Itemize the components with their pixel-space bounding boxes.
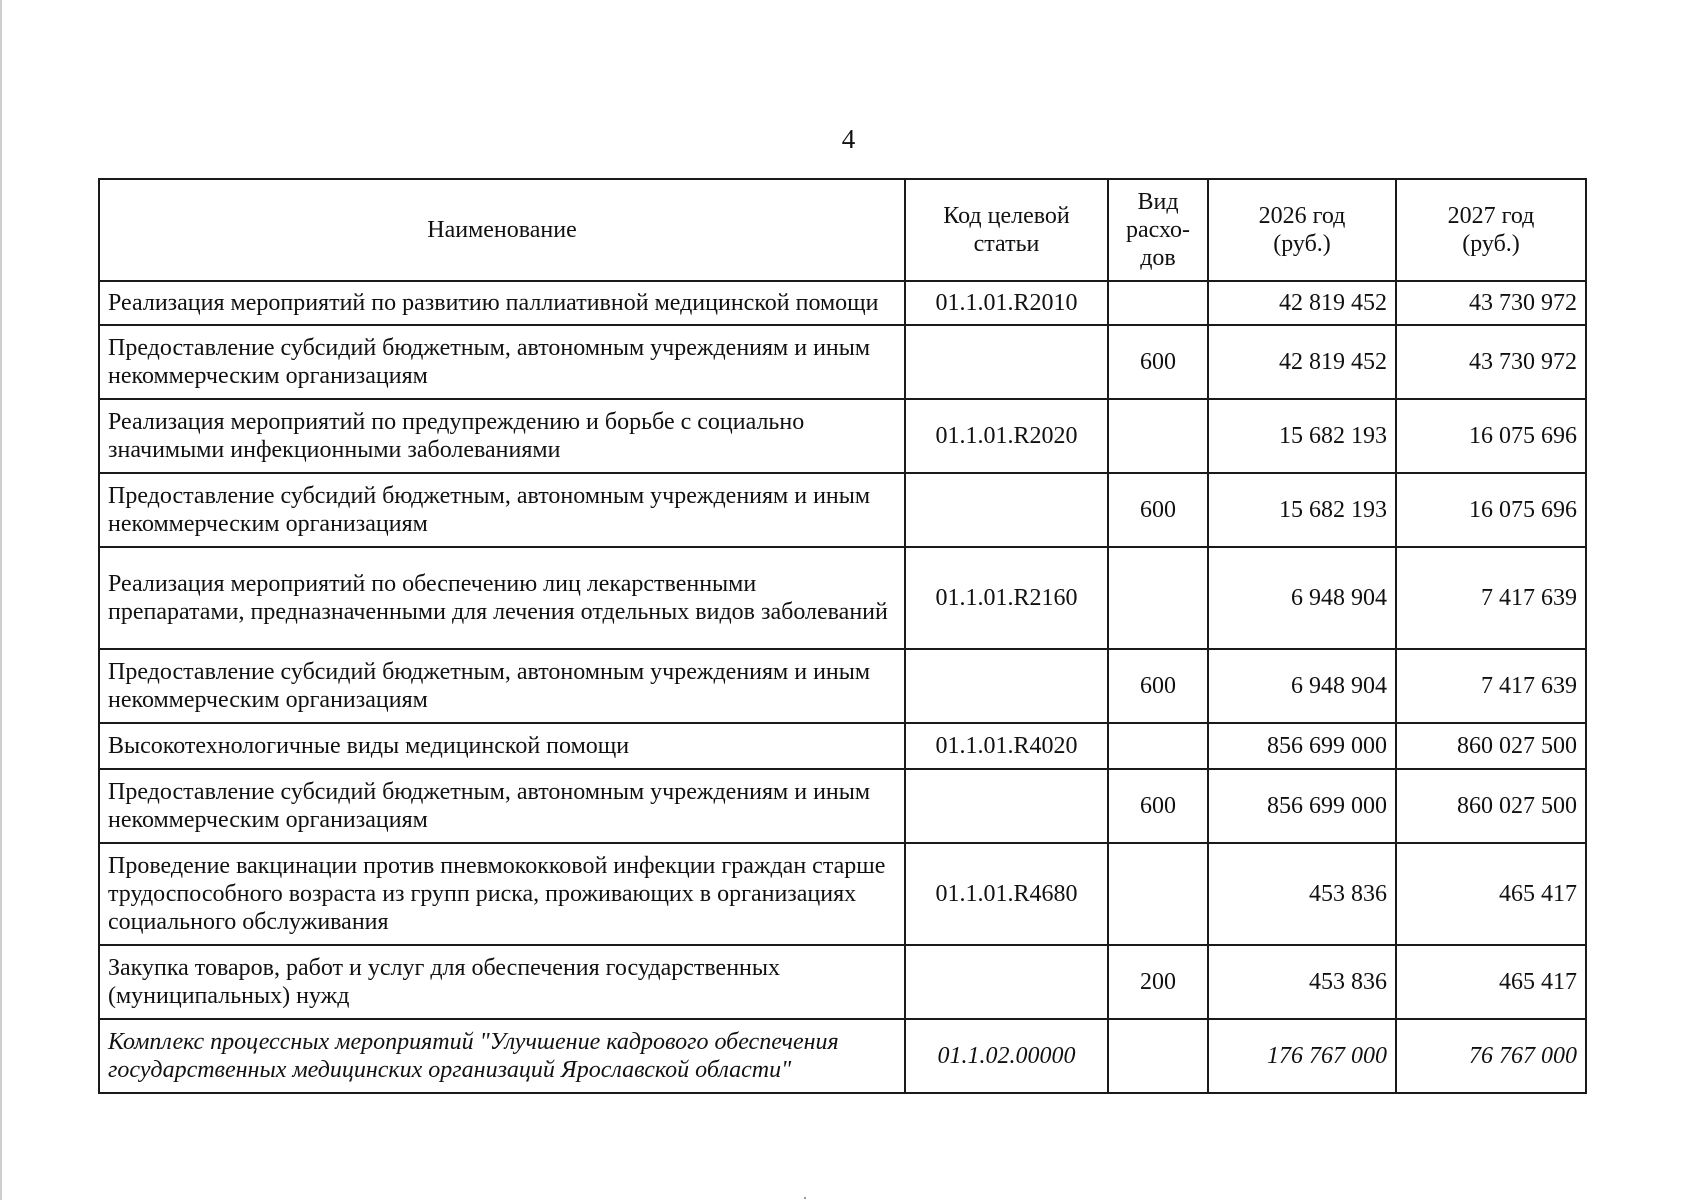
header-kind: Вид расхо- дов [1108,179,1208,281]
row-code: 01.1.01.R4680 [905,843,1108,945]
row-2027: 7 417 639 [1396,547,1586,649]
row-name: Предоставление субсидий бюджетным, автономным учреждениям и иным некоммерческим организациям [99,473,905,547]
row-code: 01.1.01.R4020 [905,723,1108,769]
table-row [99,769,1586,843]
row-code [905,649,1108,723]
row-name: Комплекс процессных мероприятий "Улучшение кадрового обеспечения государственных медицинских организаций Ярославской области" [99,1019,905,1093]
row-name: Предоставление субсидий бюджетным, автономным учреждениям и иным некоммерческим организациям [99,649,905,723]
row-kind: 600 [1108,325,1208,399]
header-2027: 2027 год (руб.) [1396,179,1586,281]
row-2027: 860 027 500 [1396,769,1586,843]
row-kind: 200 [1108,945,1208,1019]
header-code: Код целевой статьи [905,179,1108,281]
budget-table [98,178,1587,1094]
row-kind: 600 [1108,473,1208,547]
row-2027: 16 075 696 [1396,473,1586,547]
row-kind: 600 [1108,769,1208,843]
row-2026: 42 819 452 [1208,325,1396,399]
row-2026: 856 699 000 [1208,769,1396,843]
row-2026: 6 948 904 [1208,649,1396,723]
table-row [99,1019,1586,1093]
row-code [905,473,1108,547]
row-kind [1108,843,1208,945]
row-2026: 6 948 904 [1208,547,1396,649]
row-2026: 176 767 000 [1208,1019,1396,1093]
row-name: Предоставление субсидий бюджетным, автономным учреждениям и иным некоммерческим организациям [99,769,905,843]
row-name: Высокотехнологичные виды медицинской помощи [99,723,905,769]
row-name: Проведение вакцинации против пневмококковой инфекции граждан старше трудоспособного возраста из групп риска, проживающих в организациях социального обслуживания [99,843,905,945]
table-row [99,325,1586,399]
row-kind [1108,399,1208,473]
row-2027: 860 027 500 [1396,723,1586,769]
header-name: Наименование [99,179,905,281]
scan-speck [804,1197,806,1199]
row-code [905,945,1108,1019]
row-name: Предоставление субсидий бюджетным, автономным учреждениям и иным некоммерческим организациям [99,325,905,399]
row-2027: 43 730 972 [1396,325,1586,399]
table-row [99,843,1586,945]
row-kind [1108,723,1208,769]
row-code: 01.1.01.R2020 [905,399,1108,473]
table-row [99,945,1586,1019]
row-2027: 465 417 [1396,843,1586,945]
row-name: Реализация мероприятий по предупреждению и борьбе с социально значимыми инфекционными заболеваниями [99,399,905,473]
table-row [99,399,1586,473]
row-name: Реализация мероприятий по обеспечению лиц лекарственными препаратами, предназначенными для лечения отдельных видов заболеваний [99,547,905,649]
row-2027: 43 730 972 [1396,281,1586,325]
row-kind [1108,281,1208,325]
row-2026: 42 819 452 [1208,281,1396,325]
row-name: Закупка товаров, работ и услуг для обеспечения государственных (муниципальных) нужд [99,945,905,1019]
row-2027: 7 417 639 [1396,649,1586,723]
header-2026: 2026 год (руб.) [1208,179,1396,281]
table-row [99,649,1586,723]
row-kind: 600 [1108,649,1208,723]
row-2026: 453 836 [1208,945,1396,1019]
row-name: Реализация мероприятий по развитию паллиативной медицинской помощи [99,281,905,325]
table-row [99,473,1586,547]
row-2027: 16 075 696 [1396,399,1586,473]
page-number: 4 [841,124,856,154]
row-2026: 856 699 000 [1208,723,1396,769]
row-2027: 76 767 000 [1396,1019,1586,1093]
table-header-row [99,179,1586,281]
table-row [99,547,1586,649]
table-row [99,723,1586,769]
row-2026: 15 682 193 [1208,473,1396,547]
row-code: 01.1.01.R2160 [905,547,1108,649]
row-kind [1108,547,1208,649]
row-2026: 15 682 193 [1208,399,1396,473]
table-row [99,281,1586,325]
row-code [905,325,1108,399]
page-edge-line [0,0,2,1200]
row-code [905,769,1108,843]
row-code: 01.1.01.R2010 [905,281,1108,325]
row-code: 01.1.02.00000 [905,1019,1108,1093]
row-2027: 465 417 [1396,945,1586,1019]
row-2026: 453 836 [1208,843,1396,945]
row-kind [1108,1019,1208,1093]
